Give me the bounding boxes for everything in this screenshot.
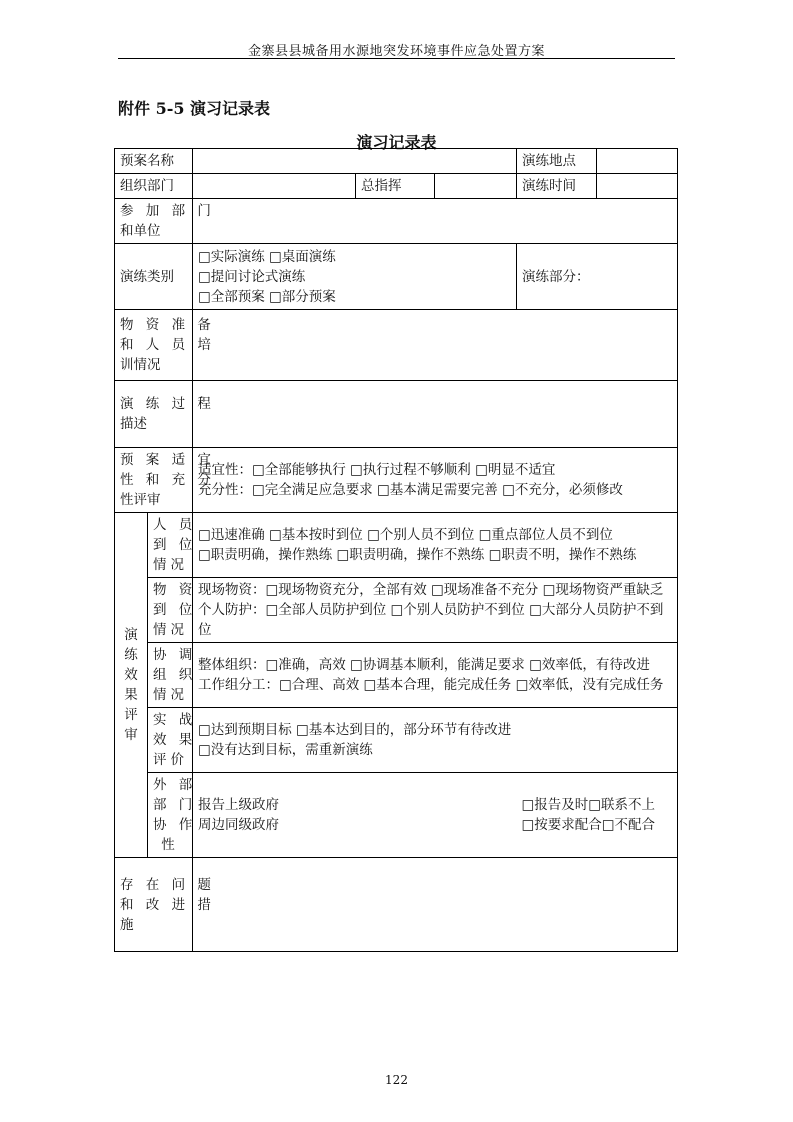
table-title: 演习记录表: [356, 133, 437, 152]
materials-status-options[interactable]: [193, 578, 678, 643]
row-effect-coordination: [115, 643, 678, 708]
drill-location-field[interactable]: [597, 149, 678, 174]
materials-status-label: 物 资 到 位 情况: [148, 578, 193, 643]
drill-record-table: [114, 148, 678, 952]
row-effect-external: [115, 773, 678, 858]
row-process: [115, 381, 678, 448]
option-line[interactable]: □达到预期目标 □基本达到目的，部分环节有待改进: [198, 722, 512, 738]
external-coop-options[interactable]: [517, 773, 678, 858]
option-line[interactable]: □职责明确，操作熟练 □职责明确，操作不熟练 □职责不明，操作不熟练: [198, 547, 637, 563]
row-effect-personnel: [115, 513, 678, 578]
header-rule: [118, 58, 675, 59]
coordination-label: 协 调 组 织 情况: [148, 643, 193, 708]
drill-type-options[interactable]: [193, 244, 517, 310]
document-header-title: 金寨县县城备用水源地突发环境事件应急处置方案: [247, 44, 545, 59]
org-dept-field[interactable]: [193, 174, 356, 199]
row-org-dept: [115, 174, 678, 199]
participants-field[interactable]: [193, 199, 678, 244]
coordination-options[interactable]: [193, 643, 678, 708]
materials-label: 物 资 准 备 和 人 员 培 训情况: [115, 310, 193, 381]
personnel-options[interactable]: [193, 513, 678, 578]
drill-type-label: 演练类别: [115, 244, 193, 310]
option-line[interactable]: □迅速准确 □基本按时到位 □个别人员不到位 □重点部位人员不到位: [198, 527, 613, 543]
drill-type-line[interactable]: □全部预案 □部分预案: [198, 288, 336, 305]
option-line[interactable]: 整体组织：□准确，高效 □协调基本顺利，能满足要求 □效率低，有待改进: [198, 657, 650, 673]
materials-field[interactable]: [193, 310, 678, 381]
option-line[interactable]: 现场物资：□现场物资充分，全部有效 □现场准备不充分 □现场物资严重缺乏: [198, 582, 664, 598]
org-dept-label: 组织部门: [115, 174, 193, 199]
suitability-options[interactable]: [193, 448, 678, 513]
process-label: 演 练 过 程 描述: [115, 381, 193, 448]
drill-type-line[interactable]: □实际演练 □桌面演练: [198, 248, 336, 265]
drill-time-field[interactable]: [597, 174, 678, 199]
row-participants: [115, 199, 678, 244]
section-heading: 附件 5-5 演习记录表: [118, 99, 271, 118]
commander-label: 总指挥: [356, 174, 435, 199]
combat-effect-label: 实 战 效 果 评价: [148, 708, 193, 773]
option-line[interactable]: 位: [198, 622, 212, 638]
option-line[interactable]: 工作组分工：□合理、高效 □基本合理，能完成任务 □效率低，没有完成任务: [198, 677, 664, 693]
drill-part-field[interactable]: 演练部分：: [517, 244, 678, 310]
row-drill-type: [115, 244, 678, 310]
process-field[interactable]: [193, 381, 678, 448]
problems-field[interactable]: [193, 858, 678, 952]
row-plan-name: [115, 149, 678, 174]
option-line[interactable]: □没有达到目标，需重新演练: [198, 742, 373, 758]
effect-review-label: 演 练 效 果 评 审: [115, 513, 148, 858]
page-number: 122: [385, 1073, 408, 1087]
row-effect-combat: [115, 708, 678, 773]
drill-location-label: 演练地点: [517, 149, 597, 174]
combat-effect-options[interactable]: [193, 708, 678, 773]
plan-name-label: 预案名称: [115, 149, 193, 174]
option-line[interactable]: 个人防护：□全部人员防护到位 □个别人员防护不到位 □大部分人员防护不到: [198, 602, 664, 618]
commander-field[interactable]: [435, 174, 517, 199]
suitability-line[interactable]: 充分性：□完全满足应急要求 □基本满足需要完善 □不充分，必须修改: [198, 482, 623, 498]
external-coop-targets: 报告上级政府 周边同级政府: [193, 773, 517, 858]
drill-time-label: 演练时间: [517, 174, 597, 199]
participants-label: 参 加 部 门 和单位: [115, 199, 193, 244]
row-effect-materials: [115, 578, 678, 643]
suitability-label: 预 案 适 宜 性 和 充 分 性评审: [115, 448, 193, 513]
option-line[interactable]: □报告及时□联系不上: [521, 797, 656, 813]
suitability-line[interactable]: 适宜性：□全部能够执行 □执行过程不够顺利 □明显不适宜: [198, 462, 556, 478]
external-coop-label: 外 部 部 门 协 作 性: [148, 773, 193, 858]
row-suitability: [115, 448, 678, 513]
drill-type-line[interactable]: □提问讨论式演练: [198, 268, 306, 285]
row-materials: [115, 310, 678, 381]
problems-label: 存 在 问 题 和 改 进 措 施: [115, 858, 193, 952]
row-problems: [115, 858, 678, 952]
plan-name-field[interactable]: [193, 149, 517, 174]
option-line[interactable]: □按要求配合□不配合: [521, 817, 656, 833]
personnel-label: 人 员 到 位 情况: [148, 513, 193, 578]
